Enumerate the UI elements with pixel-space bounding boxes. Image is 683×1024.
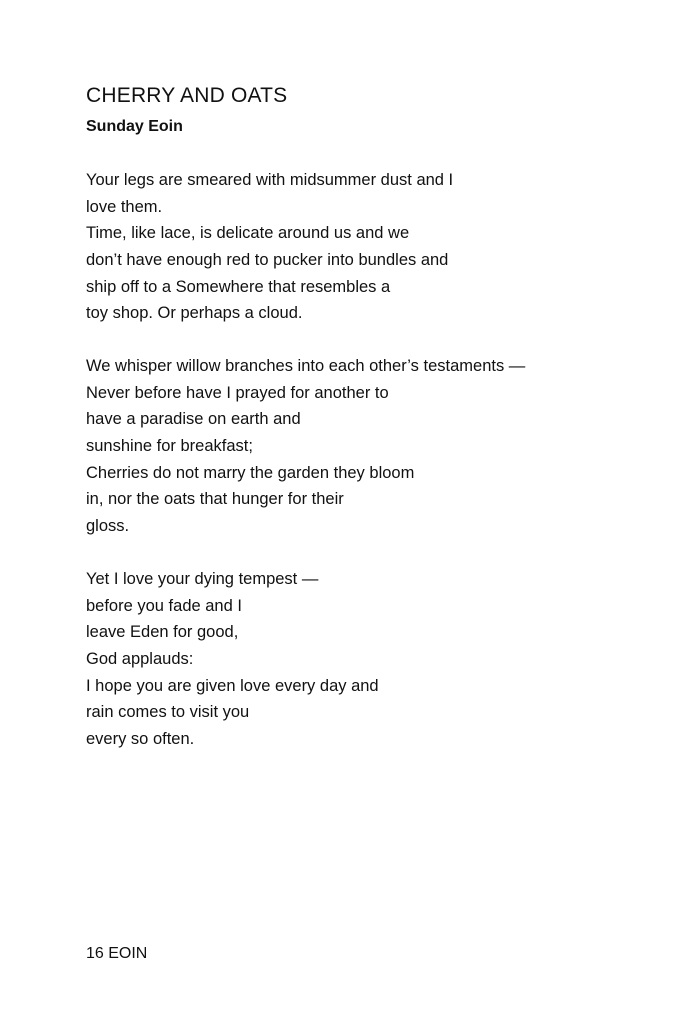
poem-line: leave Eden for good, <box>86 623 239 642</box>
poem-line: Never before have I prayed for another to <box>86 383 389 402</box>
poem-line: God applauds: <box>86 650 194 669</box>
poem-line: before you fade and I <box>86 596 242 615</box>
poem-line: Your legs are smeared with midsummer dust and I <box>86 171 454 189</box>
stanza-2 <box>86 353 525 540</box>
poem-line: We whisper willow branches into each other’s testaments — <box>86 357 526 375</box>
poem-line: love them. <box>86 197 163 216</box>
poem-line: in, nor the oats that hunger for their <box>86 490 344 509</box>
page-footer: 16 EOIN <box>86 945 148 962</box>
poem-line: rain comes to visit you <box>86 703 250 722</box>
poem-line: have a paradise on earth and <box>86 410 301 429</box>
stanza-1 <box>86 167 453 327</box>
poem-line: Time, like lace, is delicate around us and we <box>86 224 410 243</box>
poem-line: Yet I love your dying tempest — <box>86 570 319 588</box>
poem-line: toy shop. Or perhaps a cloud. <box>86 304 303 323</box>
poem-author: Sunday Eoin <box>86 118 183 135</box>
poem-line: sunshine for breakfast; <box>86 437 253 456</box>
poem-line: Cherries do not marry the garden they bloom <box>86 463 415 482</box>
poem-line: gloss. <box>86 517 130 536</box>
stanza-3 <box>86 566 379 753</box>
poem-line: ship off to a Somewhere that resembles a <box>86 277 391 296</box>
poem-line: every so often. <box>86 730 195 749</box>
poem-line: don’t have enough red to pucker into bundles and <box>86 251 449 270</box>
poem-line: I hope you are given love every day and <box>86 676 379 695</box>
poem-title: CHERRY AND OATS <box>86 84 288 107</box>
